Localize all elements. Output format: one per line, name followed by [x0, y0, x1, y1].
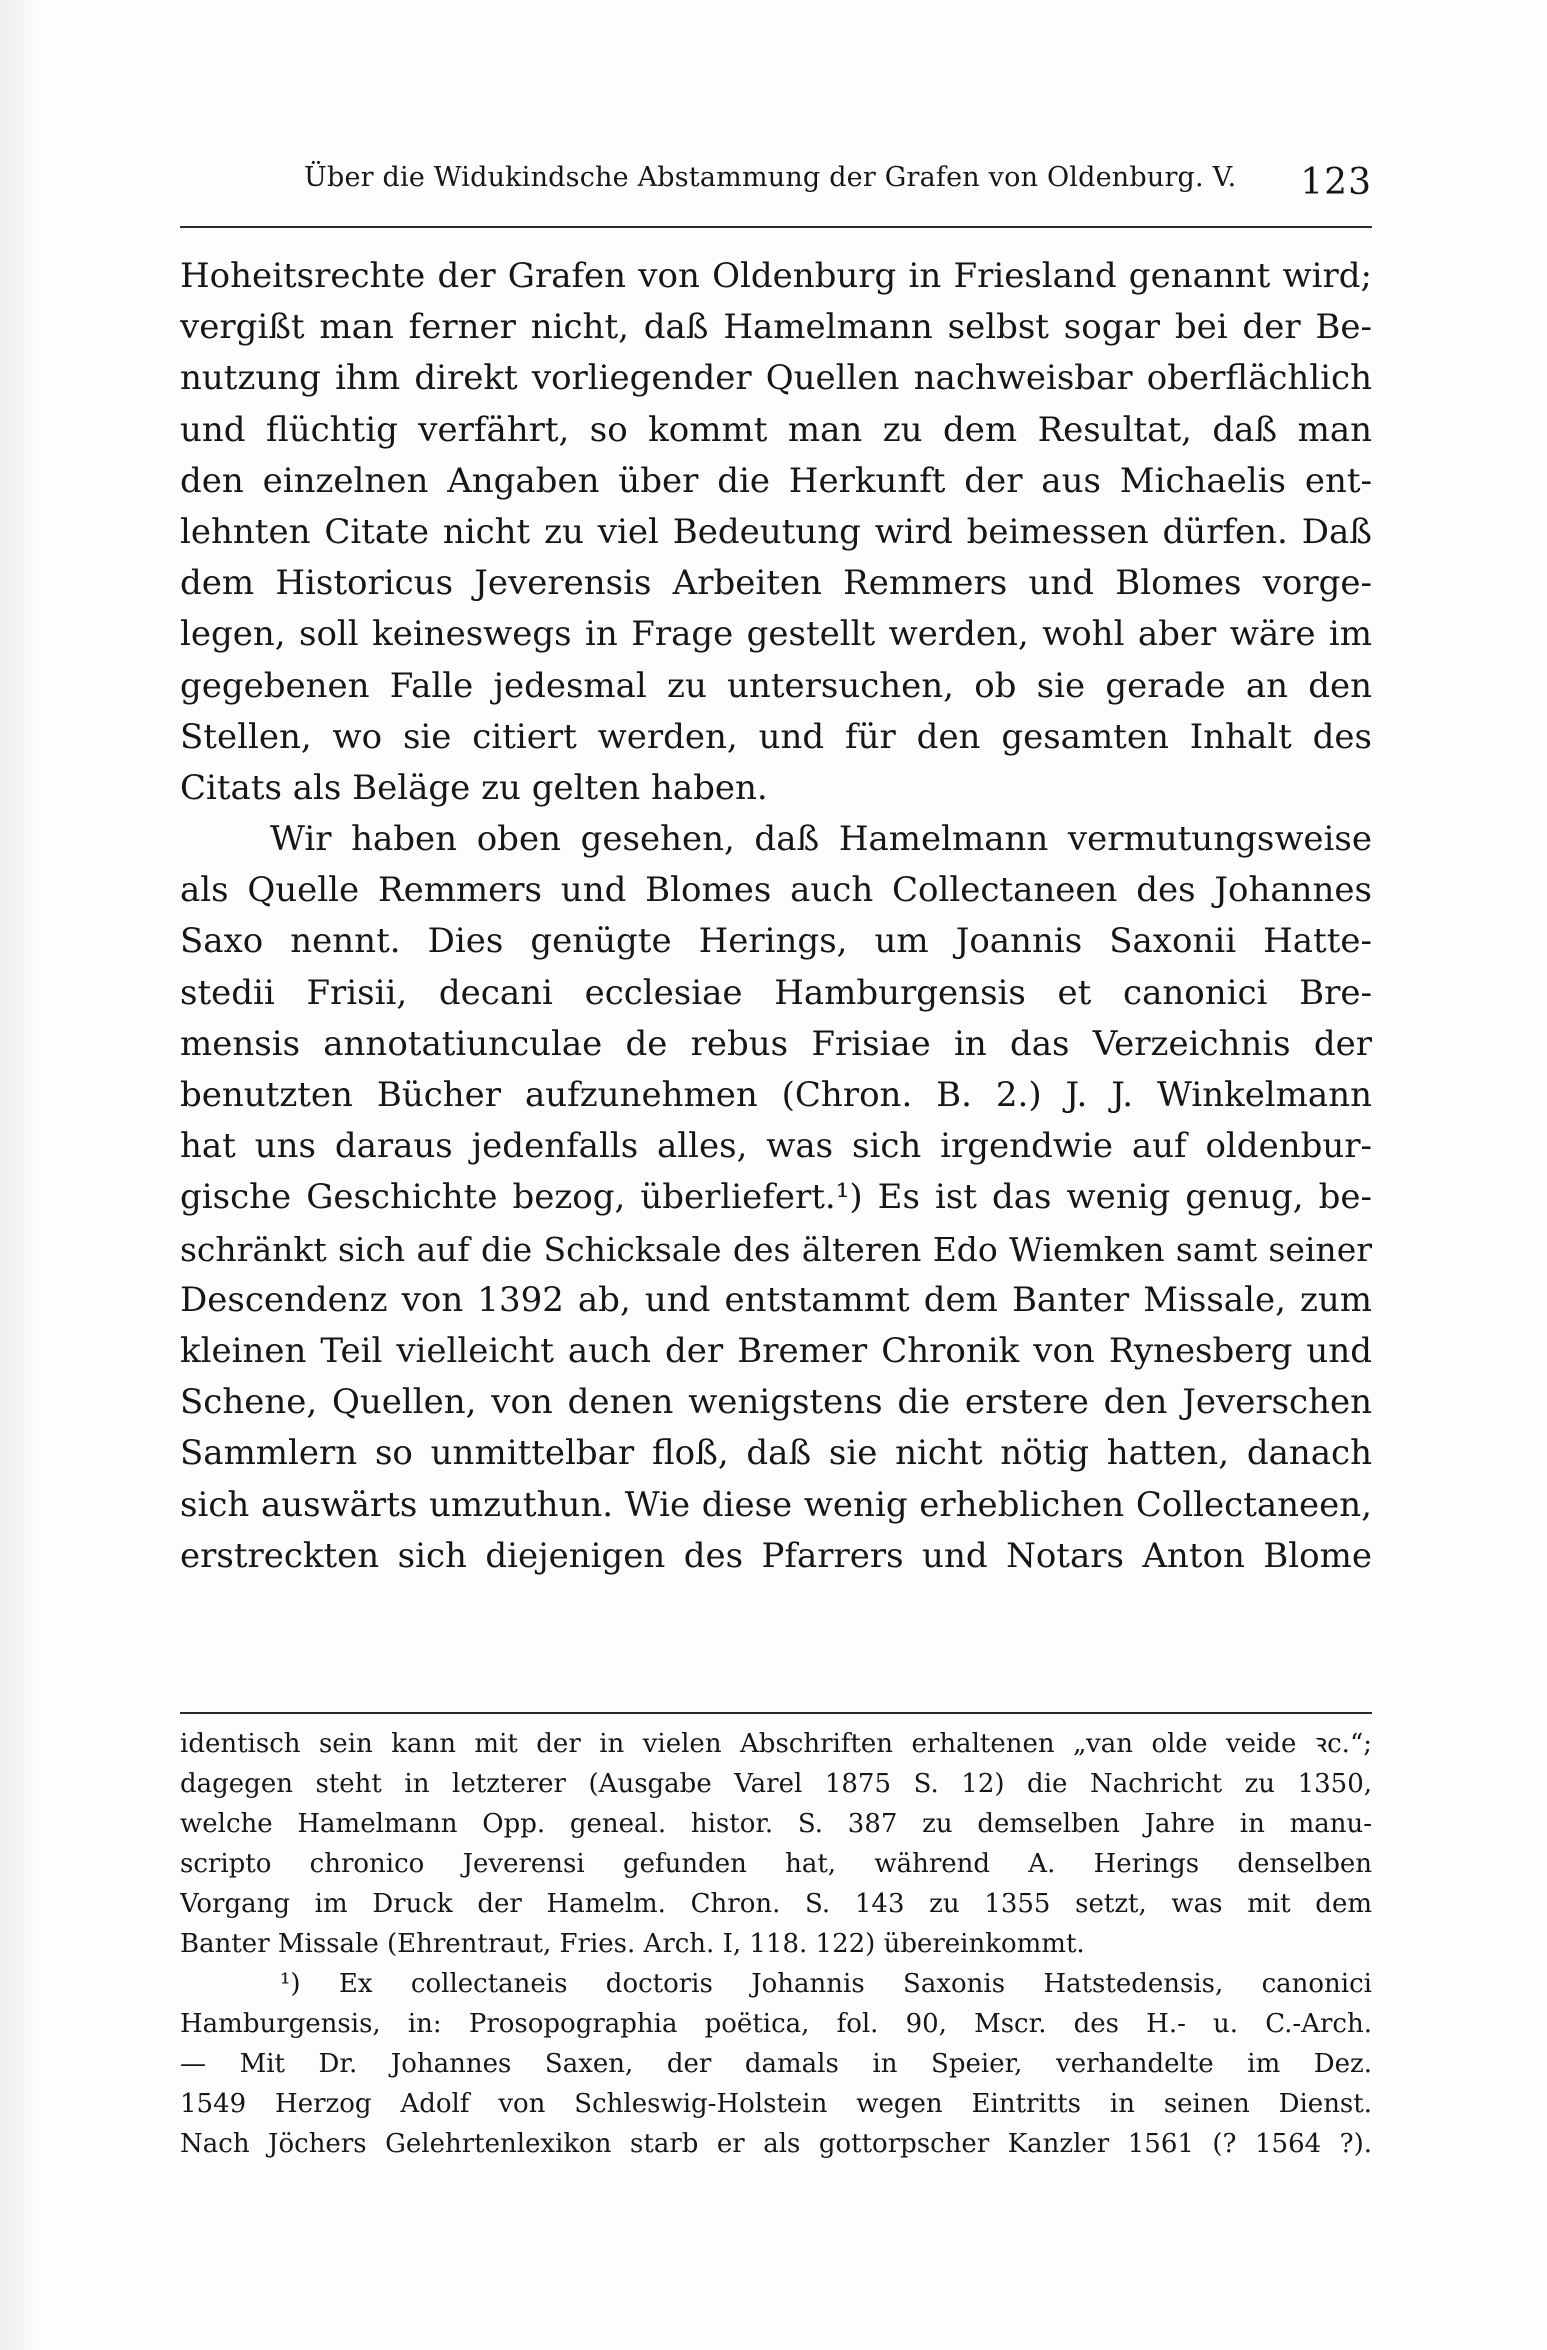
text-line: sich auswärts umzuthun. Wie diese wenig erheblichen Collectaneen,	[180, 1484, 1372, 1525]
text-line: vergißt man ferner nicht, daß Hamelmann selbst sogar bei der Be-	[180, 307, 1372, 348]
text-line: legen, soll keineswegs in Frage gestellt werden, wohl aber wäre im	[180, 614, 1372, 655]
text-line: kleinen Teil vielleicht auch der Bremer Chronik von Rynesberg und	[180, 1330, 1372, 1371]
footnotes	[180, 1724, 1372, 2164]
page-number: 123	[1300, 162, 1372, 203]
text-line: mensis annotatiunculae de rebus Frisiae in das Verzeichnis der	[180, 1023, 1372, 1064]
text-line: dem Historicus Jeverensis Arbeiten Remmers und Blomes vorge-	[180, 563, 1372, 604]
footnote-line: welche Hamelmann Opp. geneal. histor. S. 387 zu demselben Jahre in manu-	[180, 1809, 1372, 1839]
text-line: lehnten Citate nicht zu viel Bedeutung wird beimessen dürfen. Daß	[180, 511, 1372, 552]
footnote-line: Hamburgensis, in: Prosopographia poëtica, fol. 90, Mscr. des H.- u. C.-Arch.	[180, 2009, 1372, 2039]
text-line: und flüchtig verfährt, so kommt man zu dem Resultat, daß man	[180, 409, 1372, 450]
footnote-line: dagegen steht in letzterer (Ausgabe Varel 1875 S. 12) die Nachricht zu 1350,	[180, 1769, 1372, 1799]
text-line: Descendenz von 1392 ab, und entstammt dem Banter Missale, zum	[180, 1279, 1372, 1320]
text-line: als Quelle Remmers und Blomes auch Collectaneen des Johannes	[180, 870, 1372, 911]
text-line: Saxo nennt. Dies genügte Herings, um Joannis Saxonii Hatte-	[180, 921, 1372, 962]
footnote-line: — Mit Dr. Johannes Saxen, der damals in Speier, verhandelte im Dez.	[180, 2049, 1372, 2079]
text-line: gegebenen Falle jedesmal zu untersuchen, ob sie gerade an den	[180, 665, 1372, 706]
footnote-line: Vorgang im Druck der Hamelm. Chron. S. 143 zu 1355 setzt, was mit dem	[180, 1889, 1372, 1919]
text-line: schränkt sich auf die Schicksale des älteren Edo Wiemken samt seiner	[180, 1229, 1372, 1269]
footnote-line: 1549 Herzog Adolf von Schleswig-Holstein wegen Eintritts in seinen Dienst.	[180, 2089, 1372, 2119]
text-line: Stellen, wo sie citiert werden, und für den gesamten Inhalt des	[180, 716, 1372, 757]
text-line: Schene, Quellen, von denen wenigstens die erstere den Jeverschen	[180, 1382, 1372, 1423]
text-line: Citats als Beläge zu gelten haben.	[180, 767, 768, 808]
running-title: Über die Widukindsche Abstammung der Grafen von Oldenburg. V.	[304, 162, 1237, 193]
text-line: benutzten Bücher aufzunehmen (Chron. B. 2.) J. J. Winkelmann	[180, 1075, 1372, 1115]
scan-gutter-shadow	[0, 0, 40, 2350]
footnote-line: Nach Jöchers Gelehrtenlexikon starb er als gottorpscher Kanzler 1561 (? 1564 ?).	[180, 2129, 1372, 2159]
text-line: gische Geschichte bezog, überliefert.¹) Es ist das wenig genug, be-	[180, 1177, 1372, 1218]
header-rule	[180, 226, 1372, 228]
footnote-line: identisch sein kann mit der in vielen Abschriften erhaltenen „van olde veide ꝛc.“;	[180, 1729, 1372, 1759]
text-line: Hoheitsrechte der Grafen von Oldenburg in Friesland genannt wird;	[180, 256, 1372, 296]
text-line: Wir haben oben gesehen, daß Hamelmann vermutungsweise	[270, 819, 1372, 860]
text-line: stedii Frisii, decani ecclesiae Hamburgensis et canonici Bre-	[180, 972, 1372, 1013]
text-line: hat uns daraus jedenfalls alles, was sich irgendwie auf oldenbur-	[180, 1126, 1372, 1167]
running-head	[180, 152, 1372, 212]
footnote-rule	[180, 1712, 1372, 1714]
footnote-line: scripto chronico Jeverensi gefunden hat, während A. Herings denselben	[180, 1849, 1372, 1879]
text-line: nutzung ihm direkt vorliegender Quellen nachweisbar oberflächlich	[180, 358, 1372, 399]
text-line: den einzelnen Angaben über die Herkunft der aus Michaelis ent-	[180, 460, 1372, 501]
footnote-line: Banter Missale (Ehrentraut, Fries. Arch. I, 118. 122) übereinkommt.	[180, 1929, 1085, 1959]
footnote-line: ¹) Ex collectaneis doctoris Johannis Saxonis Hatstedensis, canonici	[280, 1969, 1372, 1999]
main-text	[180, 251, 1372, 1582]
text-line: Sammlern so unmittelbar floß, daß sie nicht nötig hatten, danach	[180, 1433, 1372, 1474]
text-line: erstreckten sich diejenigen des Pfarrers und Notars Anton Blome	[180, 1535, 1372, 1576]
